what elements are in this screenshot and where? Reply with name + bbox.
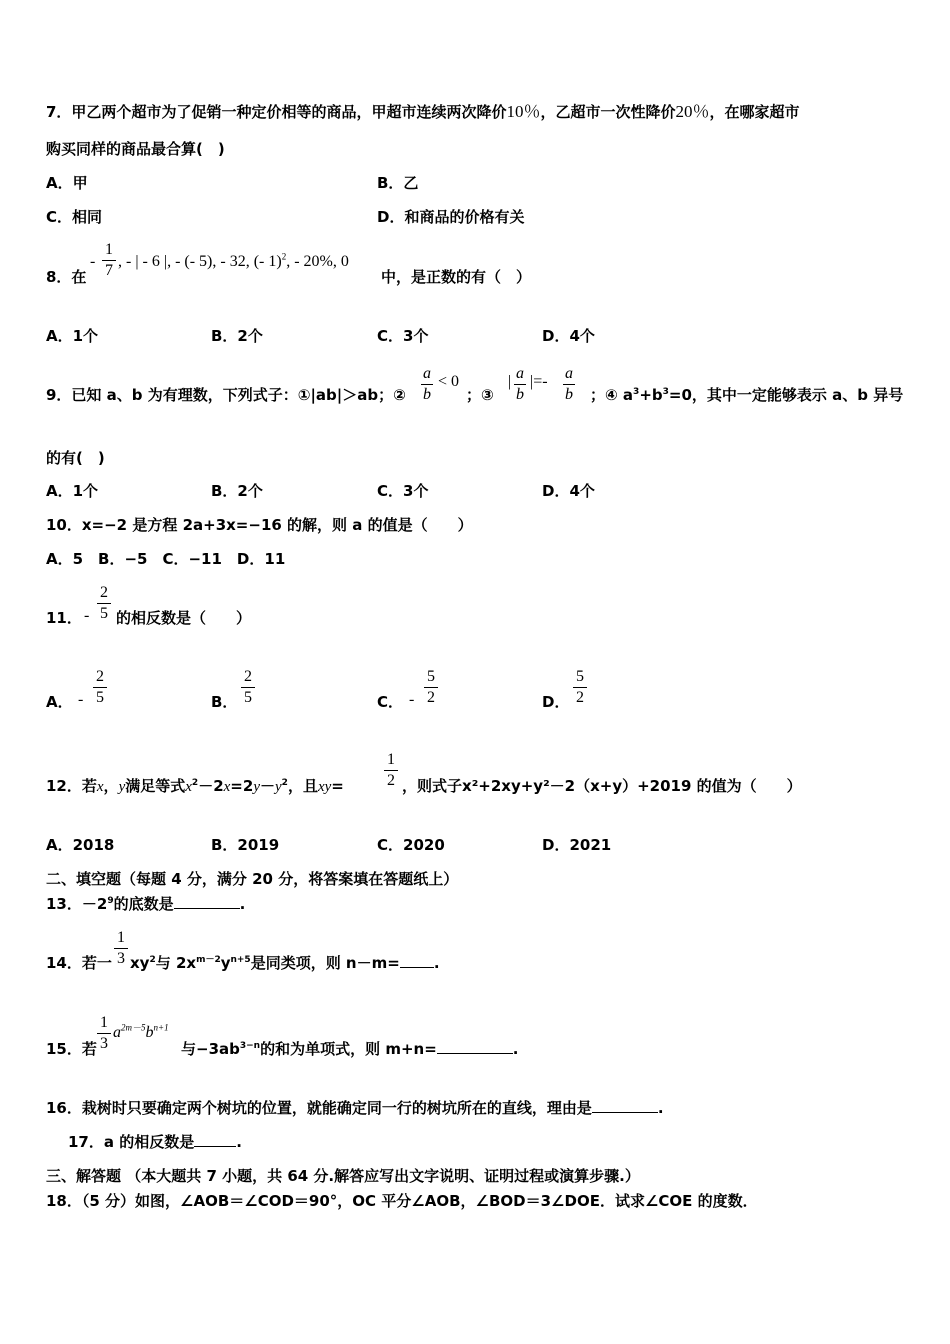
q13-suffix: 的底数是 xyxy=(113,895,174,913)
q12-option-c: C．2020 xyxy=(377,836,445,854)
q13-prefix: 13．－2 xyxy=(46,895,108,913)
q8-minus: - xyxy=(90,253,96,270)
q9-plus-b: +b xyxy=(639,386,663,404)
q7-text-c: ，在哪家超市 xyxy=(709,103,800,121)
q11-b-num: 2 xyxy=(244,668,252,685)
q11-prefix: 11． xyxy=(46,609,82,627)
q12-x: x xyxy=(96,779,104,795)
q15-frac-num: 1 xyxy=(100,1014,108,1031)
q11-frac-bar xyxy=(97,603,111,604)
q12-stem-right xyxy=(402,776,802,796)
q8-frac-den: 7 xyxy=(105,262,113,279)
q9-sep-1: ；③ xyxy=(466,386,494,404)
q12-eq-minus2: －2 xyxy=(198,777,224,795)
q14-frac-num: 1 xyxy=(117,929,125,946)
q11-option-d-fraction xyxy=(573,668,587,707)
q11-option-b-label: B． xyxy=(211,693,238,711)
q11-option-d-label: D． xyxy=(542,693,570,711)
q9-f3b-den: b xyxy=(565,386,573,403)
q15-frac-bar xyxy=(97,1033,111,1034)
q8-frac-bar xyxy=(102,260,116,261)
q7-option-a: A．甲 xyxy=(46,174,88,192)
q13-end: . xyxy=(239,895,246,913)
q8-option-c: C．3个 xyxy=(377,327,429,345)
question-7-stem-line2: 购买同样的商品最合算( ) xyxy=(46,140,225,158)
q11-option-a-fraction xyxy=(93,668,107,707)
q13-answer-blank[interactable] xyxy=(174,894,240,909)
q9-f3a-den: b xyxy=(516,386,524,403)
q10-options: A．5 B．−5 C．−11 D．11 xyxy=(46,550,286,568)
q16-end: . xyxy=(657,1099,664,1117)
q12-xy: xy xyxy=(317,779,332,795)
q9-f2-num: a xyxy=(423,365,431,382)
q11-option-a-sign: - xyxy=(78,691,84,708)
q15-end: . xyxy=(512,1040,519,1058)
q14-mid2: 与 2x xyxy=(155,954,197,972)
q11-a-num: 2 xyxy=(96,668,104,685)
q17-end: . xyxy=(236,1133,242,1151)
q16-text: 16．栽树时只要确定两个树坑的位置，就能确定同一行的树坑所在的直线，理由是 xyxy=(46,1099,592,1117)
q12-option-b: B．2019 xyxy=(211,836,280,854)
q12-t1: 12．若 xyxy=(46,777,97,795)
q7-text-b: ，乙超市一次性降价 xyxy=(540,103,676,121)
q13 xyxy=(46,894,245,914)
q15-frac-den: 3 xyxy=(100,1035,108,1052)
q9-prefix: 9．已知 a、b 为有理数，下列式子：①|ab|＞ab；② xyxy=(46,386,406,404)
q12-comma: ， xyxy=(103,777,119,795)
q10-stem: 10．x=−2 是方程 2a+3x=−16 的解，则 a 的值是（ ） xyxy=(46,516,473,534)
q14-frac-bar xyxy=(114,948,128,949)
q7-percent-1: 10％ xyxy=(506,102,541,121)
q11-b-bar xyxy=(241,687,255,688)
q12-y: y xyxy=(118,779,126,795)
q14-mid4: 是同类项，则 n－m= xyxy=(250,954,400,972)
q13-exponent: 9 xyxy=(107,896,114,906)
q11-c-bar xyxy=(424,687,438,688)
q9-f2-bar xyxy=(421,384,433,385)
q11-option-c-fraction xyxy=(424,668,438,707)
q12-frac-num: 1 xyxy=(387,751,395,768)
q7-option-d: D．和商品的价格有关 xyxy=(377,208,525,226)
question-7-stem xyxy=(46,102,799,122)
q8-prefix: 8．在 xyxy=(46,268,87,286)
q15-answer-blank[interactable] xyxy=(437,1039,513,1054)
q8-option-b: B．2个 xyxy=(211,327,263,345)
q15-b: b xyxy=(145,1024,154,1041)
q15-fraction xyxy=(97,1014,111,1053)
q7-option-b: B．乙 xyxy=(377,174,419,192)
q9-option-b: B．2个 xyxy=(211,482,263,500)
q15-prefix: 15．若 xyxy=(46,1040,97,1058)
q9-fraction-3b xyxy=(563,365,575,404)
q15-exp1: 2m－5 xyxy=(121,1022,146,1033)
q9-abs-right: |=- xyxy=(530,373,548,390)
q15-suffix: 的和为单项式，则 m+n= xyxy=(260,1040,437,1058)
q7-option-c: C．相同 xyxy=(46,208,103,226)
q9-f3a-num: a xyxy=(516,365,524,382)
q7-percent-2: 20％ xyxy=(675,102,710,121)
q17-text: 17．a 的相反数是 xyxy=(68,1133,195,1151)
q12-sq-2: 2 xyxy=(281,778,288,788)
q9-cube-1: 3 xyxy=(633,387,640,397)
q12-t4: = xyxy=(331,777,344,795)
q12-fraction xyxy=(384,751,398,790)
q12-option-a: A．2018 xyxy=(46,836,115,854)
section-2-heading: 二、填空题（每题 4 分，满分 20 分，将答案填在答题纸上） xyxy=(46,870,459,888)
q17-answer-blank[interactable] xyxy=(194,1132,236,1147)
q11-c-num: 5 xyxy=(427,668,435,685)
q12-expression: x²+2xy+y²－2（x+y）+2019 的值为（ ） xyxy=(462,777,802,795)
q8-fraction xyxy=(102,241,116,280)
q8-suffix: 中，是正数的有（ ） xyxy=(381,268,532,286)
q12-t3: ，且 xyxy=(287,777,318,795)
q12-eq-eq2: =2 xyxy=(230,777,254,795)
q12-frac-den: 2 xyxy=(387,772,395,789)
q8-option-a: A．1个 xyxy=(46,327,99,345)
q9-inequality: < 0 xyxy=(438,373,460,390)
q9-line-2: 的有( ) xyxy=(46,449,105,467)
q11-option-c-sign: - xyxy=(409,691,415,708)
q9-suffix xyxy=(590,385,903,405)
q14-exp1: m－2 xyxy=(196,955,221,965)
q11-option-c-label: C． xyxy=(377,693,404,711)
q11-a-den: 5 xyxy=(96,689,104,706)
q12-eq-minus: － xyxy=(259,777,275,795)
q9-option-d: D．4个 xyxy=(542,482,595,500)
q15-mid: 与−3ab xyxy=(181,1040,240,1058)
q9-f3b-num: a xyxy=(565,365,573,382)
q12-eq-x: x xyxy=(185,779,192,795)
q11-frac-num: 2 xyxy=(100,584,108,601)
q8-option-d: D．4个 xyxy=(542,327,595,345)
q14-frac-den: 3 xyxy=(117,950,125,967)
q11-fraction xyxy=(97,584,111,623)
section-3-heading: 三、解答题 （本大题共 7 小题，共 64 分.解答应写出文字说明、证明过程或演算步骤.） xyxy=(46,1167,640,1185)
q11-suffix: 的相反数是（ ） xyxy=(116,609,252,627)
q16-answer-blank[interactable] xyxy=(592,1098,658,1113)
q18: 18．（5 分）如图，∠AOB＝∠COD＝90°，OC 平分∠AOB，∠BOD＝3∠DOE．试求∠COE 的度数． xyxy=(46,1192,758,1210)
q12-eq-y: y xyxy=(253,779,260,795)
q14-answer-blank[interactable] xyxy=(400,953,434,968)
q12-eq-y2: y xyxy=(275,779,282,795)
q11-option-b-fraction xyxy=(241,668,255,707)
q15-a: a xyxy=(113,1024,121,1041)
q11-option-a-label: A． xyxy=(46,693,73,711)
q7-text-a: 7．甲乙两个超市为了促销一种定价相等的商品，甲超市连续两次降价 xyxy=(46,103,507,121)
q11-a-bar xyxy=(93,687,107,688)
q14-end: . xyxy=(433,954,440,972)
q12-t2: 满足等式 xyxy=(125,777,186,795)
q14-mid3: y xyxy=(220,954,231,972)
q11-minus: - xyxy=(84,607,90,624)
q12-t5: ，则式子 xyxy=(402,777,463,795)
q8-frac-num: 1 xyxy=(105,241,113,258)
q9-option-a: A．1个 xyxy=(46,482,99,500)
q8-exponent: 2 xyxy=(281,251,287,262)
q14-exp2: n+5 xyxy=(230,955,251,965)
q15-exp2: n+1 xyxy=(153,1022,169,1033)
q11-d-bar xyxy=(573,687,587,688)
q8-expr-end: , - 20%, 0 xyxy=(286,253,349,270)
q9-f2-den: b xyxy=(423,386,431,403)
q12-sq-1: 2 xyxy=(191,778,199,788)
q14-sq: 2 xyxy=(149,955,156,965)
q12-stem-left xyxy=(46,776,344,797)
q15-body xyxy=(181,1039,518,1059)
q14-xy: xy xyxy=(130,954,150,972)
q8-expression xyxy=(118,253,349,271)
q9-cube-2: 3 xyxy=(662,387,669,397)
q11-d-den: 2 xyxy=(576,689,584,706)
q12-frac-bar xyxy=(384,770,398,771)
q14-fraction xyxy=(114,929,128,968)
q11-b-den: 5 xyxy=(244,689,252,706)
q12-eq-x2: x xyxy=(223,779,231,795)
q9-abs-left: | xyxy=(508,373,512,390)
q17 xyxy=(68,1132,242,1152)
q14-body xyxy=(130,953,440,973)
q9-sep-2: ；④ a xyxy=(590,386,634,404)
q11-frac-den: 5 xyxy=(100,605,108,622)
q8-expr-text: , - | - 6 |, - (- 5), - 32, (- 1) xyxy=(118,253,282,270)
q11-d-num: 5 xyxy=(576,668,584,685)
q14-prefix: 14．若一 xyxy=(46,954,112,972)
q15-exp3: 3−n xyxy=(239,1041,261,1051)
q11-c-den: 2 xyxy=(427,689,435,706)
q9-fraction-2 xyxy=(421,365,433,404)
q9-fraction-3a xyxy=(514,365,526,404)
q12-option-d: D．2021 xyxy=(542,836,612,854)
q9-suffix-text: =0，其中一定能够表示 a、b 异号 xyxy=(668,386,904,404)
q15-monomial xyxy=(113,1024,169,1042)
q16 xyxy=(46,1098,664,1118)
q9-option-c: C．3个 xyxy=(377,482,429,500)
q9-f3a-bar xyxy=(514,384,526,385)
q9-f3b-bar xyxy=(563,384,575,385)
